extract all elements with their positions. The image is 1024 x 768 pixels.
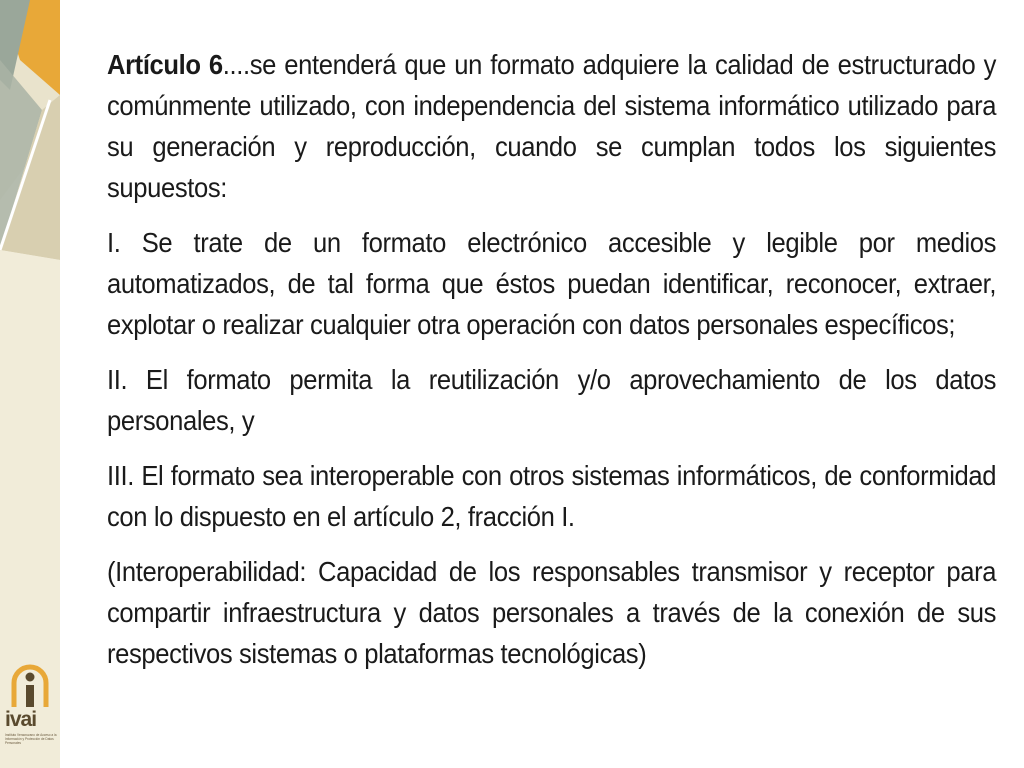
logo-tagline: Instituto Veracruzano de Acceso a la Información y Protección de Datos Personales	[5, 733, 57, 745]
item-iii: III. El formato sea interoperable con otros sistemas informáticos, de conformidad con lo dispuesto en el artículo 2, fracción I.	[107, 460, 997, 532]
item-i: I. Se trate de un formato electrónico accesible y legible por medios automatizados, de tal forma que éstos puedan identificar, reconocer, extraer, explotar o realizar cualquier otra operación con datos personales específicos;	[107, 227, 997, 340]
article-paragraph	[107, 44, 996, 208]
article-content	[107, 44, 996, 688]
logo-wordmark: ivai	[5, 708, 37, 731]
decorative-side-band	[0, 0, 60, 768]
article-heading: Artículo 6	[107, 49, 223, 80]
item-ii: II. El formato permita la reutilización y/o aprovechamiento de los datos personales, y	[107, 364, 997, 436]
interoperability-note: (Interoperabilidad: Capacidad de los responsables transmisor y receptor para compartir infraestructura y datos personales a través de la conexión de sus respectivos sistemas o plataformas tecnológicas)	[107, 556, 997, 669]
article-intro: ....se entenderá que un formato adquiere la calidad de estructurado y comúnmente utilizado, con independencia del sistema informático utilizado para su generación y reproducción, cuando se cumplan todos los siguientes supuestos:	[107, 49, 997, 203]
